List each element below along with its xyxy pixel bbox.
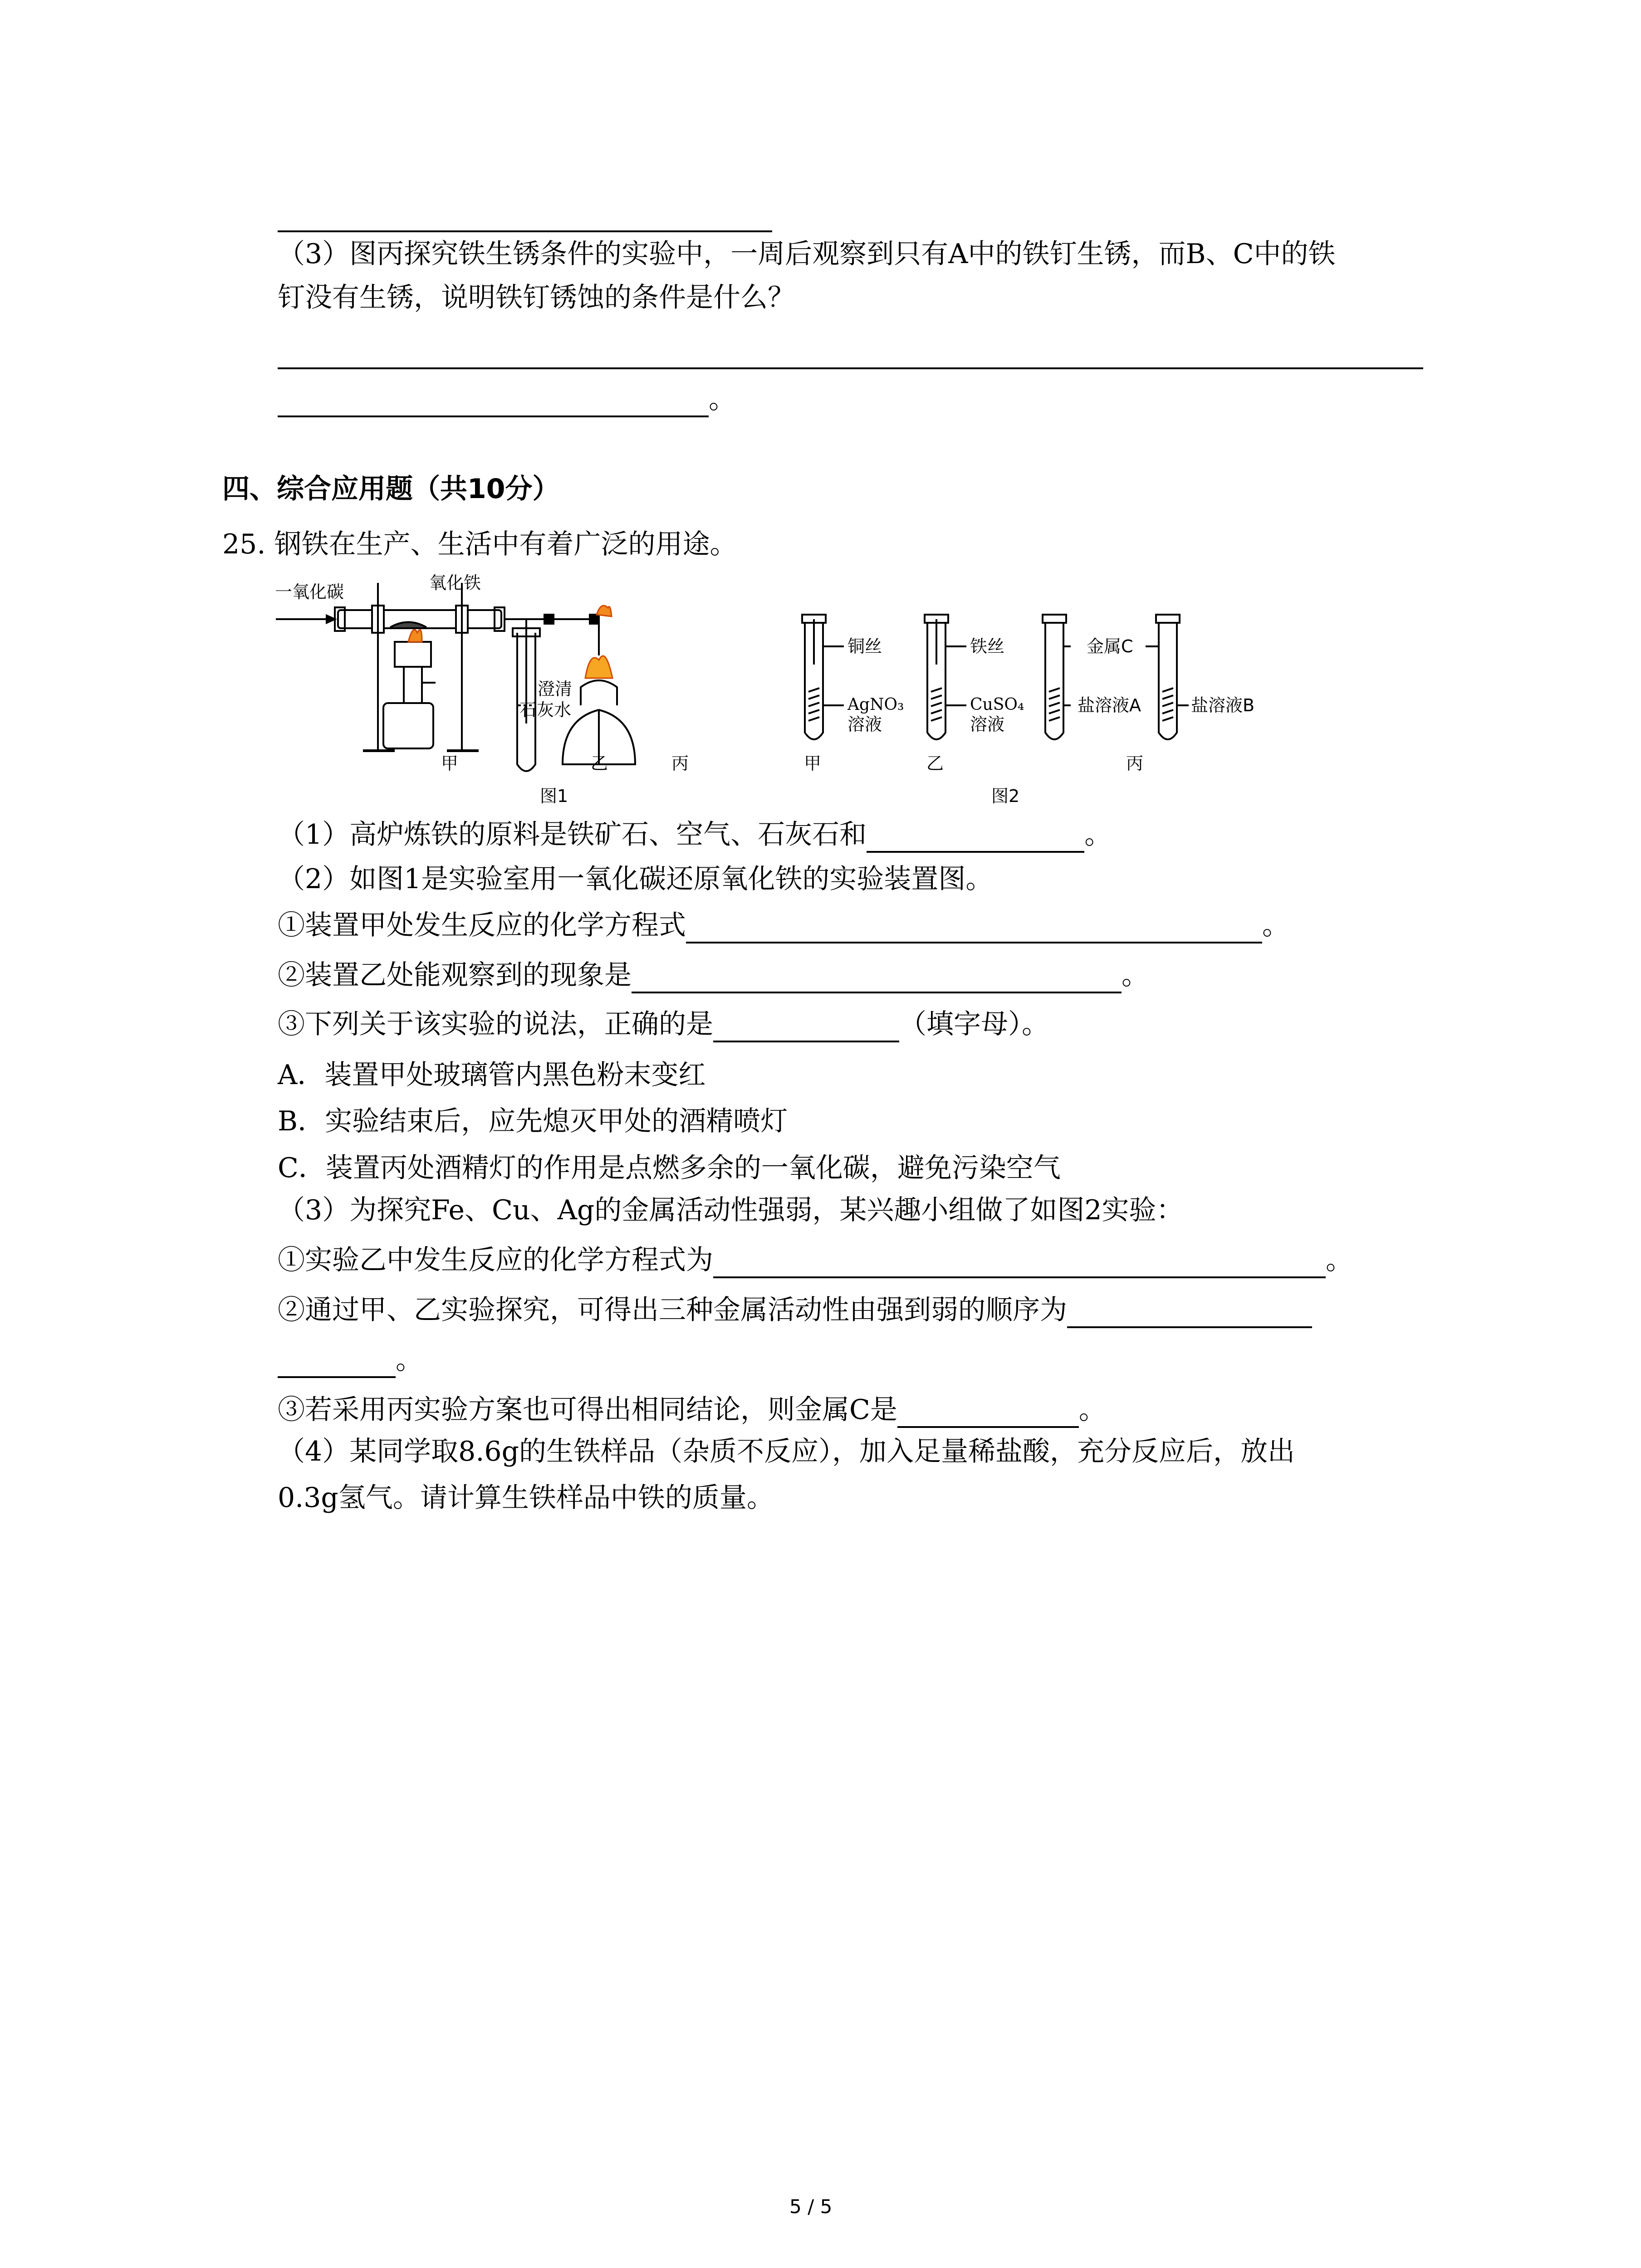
answer-blank-q24-3a[interactable] [278,367,1423,369]
answer-blank-q24-3b[interactable]: 。 [278,381,736,417]
answer-blank-q25-3-3[interactable] [897,1396,1079,1428]
answer-blank-q25-3-1[interactable] [713,1246,1326,1278]
figure-1-apparatus [272,569,726,814]
fig2-agno3: AgNO₃ [847,695,904,714]
page-number: 5 / 5 [789,2195,833,2218]
fig2-cuso4-solution: 溶液 [970,714,1005,734]
fig1-co-label: 一氧化碳 [275,582,344,602]
fig2-salt-a: 盐溶液A [1078,695,1141,715]
q25-option-c: C．装置丙处酒精灯的作用是点燃多余的一氧化碳，避免污染空气 [278,1152,1061,1184]
answer-blank-q25-2-1[interactable] [686,912,1262,943]
q25-part3-1: ①实验乙中发生反应的化学方程式为 。 [278,1242,1353,1278]
answer-blank-q25-1[interactable] [867,821,1084,853]
q24-3-line2: 钉没有生锈，说明铁钉锈蚀的条件是什么？ [278,282,795,313]
fig1-label-yi: 乙 [591,753,608,773]
q25-option-b: B．实验结束后，应先熄灭甲处的酒精喷灯 [278,1105,788,1137]
q25-part2-1: ①装置甲处发生反应的化学方程式 。 [278,907,1289,943]
fig1-limewater-label-1: 澄清 [538,679,573,699]
fig2-salt-b: 盐溶液B [1191,695,1255,715]
q25-part2-3: ③下列关于该实验的说法，正确的是 （填字母）。 [278,1006,1049,1042]
answer-blank-q25-2-3[interactable] [713,1011,899,1042]
fig1-caption: 图1 [540,786,568,806]
q25-option-a: A．装置甲处玻璃管内黑色粉末变红 [278,1059,706,1091]
section-4-title: 四、综合应用题（共10分） [222,473,560,505]
q25-part3-2: ②通过甲、乙实验探究，可得出三种金属活动性由强到弱的顺序为 [278,1292,1312,1328]
q25-part3-3: ③若采用丙实验方案也可得出相同结论，则金属C是 。 [278,1392,1106,1428]
figure-2-test-tubes [771,610,1293,760]
fig1-limewater-label-2: 石灰水 [519,700,572,720]
q25-part4-line2: 0.3g氢气。请计算生铁样品中铁的质量。 [278,1482,774,1514]
fig1-fe2o3-label: 氧化铁 [429,573,481,593]
fig2-label-yi: 乙 [926,753,944,773]
fig2-iron-wire: 铁丝 [970,636,1005,656]
answer-blank-q25-3-2b[interactable]: 。 [278,1342,423,1378]
answer-blank-q25-2-2[interactable] [632,962,1122,993]
fig2-metal-c: 金属C [1087,636,1133,656]
fig2-label-jia: 甲 [804,753,822,773]
fig2-copper-wire: 铜丝 [847,636,882,656]
q25-part4-line1: （4）某同学取8.6g的生铁样品（杂质不反应），加入足量稀盐酸，充分反应后，放出 [278,1436,1295,1467]
q25-part2: （2）如图1是实验室用一氧化碳还原氧化铁的实验装置图。 [278,863,993,895]
answer-blank-q25-3-2a[interactable] [1067,1296,1312,1328]
fig1-label-jia: 甲 [441,753,459,773]
q24-3-line1: （3）图丙探究铁生锈条件的实验中，一周后观察到只有A中的铁钉生锈，而B、C中的铁 [278,238,1336,270]
fig2-cuso4: CuSO₄ [970,695,1024,714]
q25-part3: （3）为探究Fe、Cu、Ag的金属活动性强弱，某兴趣小组做了如图2实验： [278,1194,1184,1226]
fig2-label-bing: 丙 [1126,753,1144,773]
q25-stem: 25. 钢铁在生产、生活中有着广泛的用途。 [222,528,737,560]
q25-part2-2: ②装置乙处能观察到的现象是 。 [278,957,1149,993]
fig2-caption: 图2 [991,786,1020,806]
fig2-agno3-solution: 溶液 [847,714,882,734]
q25-part1: （1）高炉炼铁的原料是铁矿石、空气、石灰石和 。 [278,816,1112,853]
fig1-label-bing: 丙 [671,753,689,773]
answer-blank-prev [278,230,772,232]
